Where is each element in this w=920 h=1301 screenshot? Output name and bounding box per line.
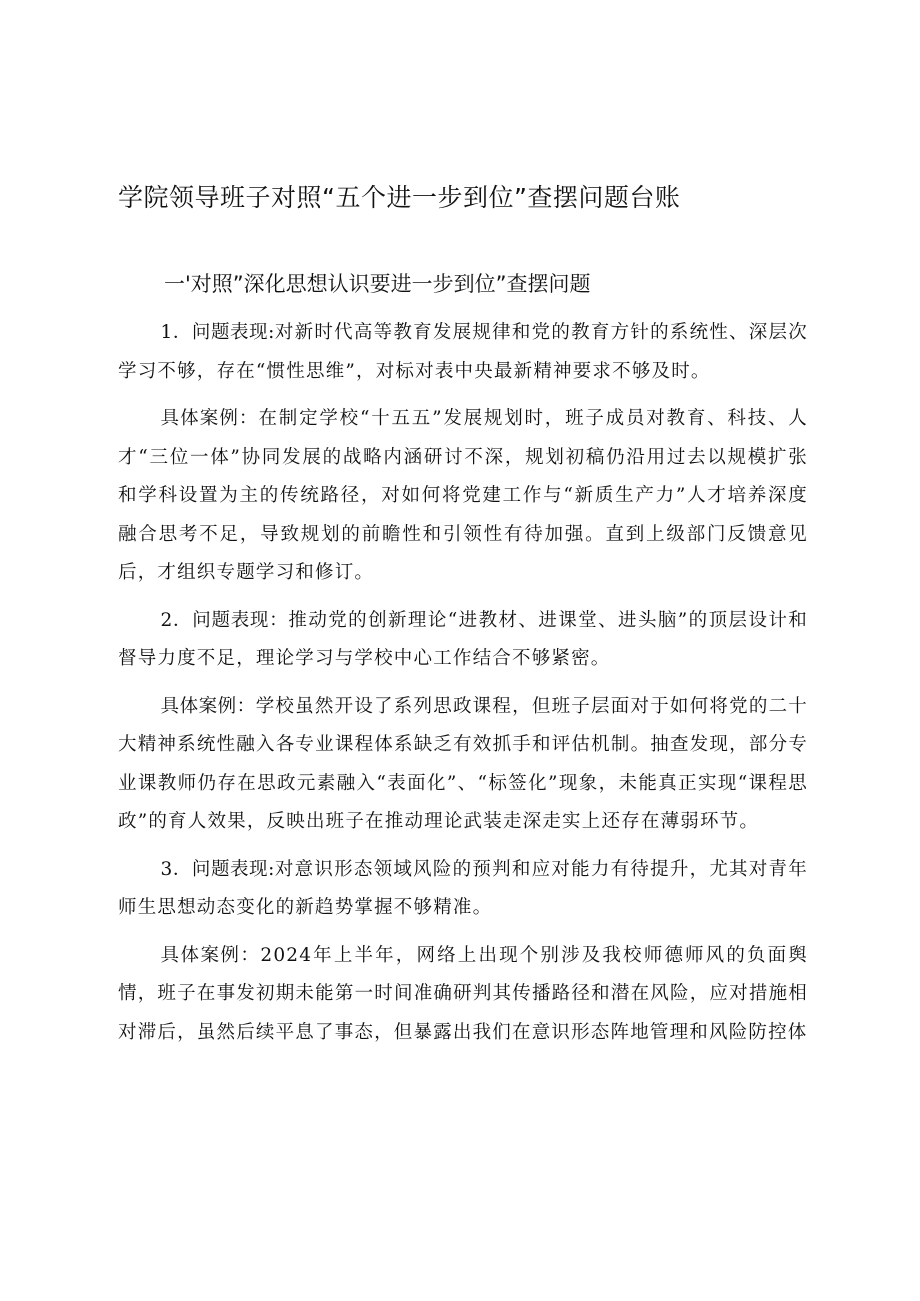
- paragraph-text: 推动党的创新理论“进教材、进课堂、进头脑”的顶层设计和督导力度不足，理论学习与学校中心工作结合不够紧密。: [118, 609, 808, 669]
- document-title: 学院领导班子对照“五个进一步到位”查摆问题台账: [118, 183, 681, 212]
- paragraph-lead: 1．问题表现:: [160, 322, 275, 343]
- paragraph-text: 对新时代高等教育发展规律和党的教育方针的系统性、深层次学习不够，存在“惯性思维”，对标对表中央最新精神要求不够及时。: [118, 322, 808, 382]
- paragraph-lead: 具体案例：: [160, 695, 256, 717]
- paragraph-case-2: [118, 688, 808, 842]
- paragraph-issue-1: [118, 314, 808, 391]
- document-body: [118, 314, 808, 1061]
- paragraph-lead: 2．问题表现：: [160, 609, 289, 631]
- paragraph-text: 学校虽然开设了系列思政课程，但班子层面对于如何将党的二十大精神系统性融入各专业课程体系缺乏有效抓手和评估机制。抽查发现，部分专业课教师仍存在思政元素融入“表面化”、“标签化”现象，未能真正实现“课程思政”的育人效果，反映出班子在推动理论武装走深走实上还存在薄弱环节。: [118, 695, 808, 832]
- paragraph-text: 对意识形态领域风险的预判和应对能力有待提升，尤其对青年师生思想动态变化的新趋势掌握不够精准。: [118, 858, 808, 918]
- paragraph-issue-2: [118, 602, 808, 679]
- paragraph-lead: 具体案例：: [160, 408, 259, 429]
- paragraph-text: 2024年上半年，网络上出现个别涉及我校师德师风的负面舆情，班子在事发初期未能第一时间准确研判其传播路径和潜在风险，应对措施相对滞后，虽然后续平息了事态，但暴露出我们在意识形态阵地管理和风险防控体: [118, 944, 808, 1043]
- section-heading: 一'对照”深化思想认识要进一步到位”查摆问题: [164, 272, 591, 296]
- paragraph-case-3: [118, 937, 808, 1053]
- paragraph-text: 在制定学校“十五五”发展规划时，班子成员对教育、科技、人才“三位一体”协同发展的战略内涵研讨不深，规划初稿仍沿用过去以规模扩张和学科设置为主的传统路径，对如何将党建工作与“新质生产力”人才培养深度融合思考不足，导致规划的前瞻性和引领性有待加强。直到上级部门反馈意见后，才组织专题学习和修订。: [118, 408, 808, 583]
- paragraph-issue-3: [118, 851, 808, 928]
- paragraph-case-1: [118, 400, 808, 593]
- paragraph-lead: 3．问题表现:: [160, 858, 275, 880]
- paragraph-lead: 具体案例：: [160, 944, 261, 966]
